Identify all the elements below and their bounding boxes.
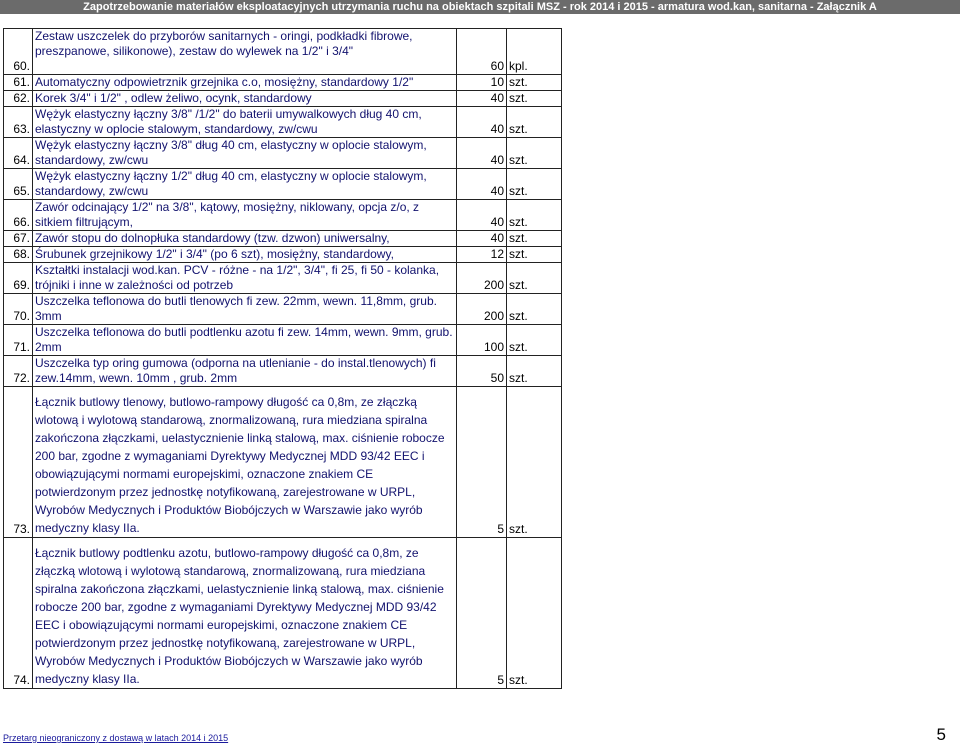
row-unit: szt. (507, 107, 562, 138)
row-number: 64. (4, 138, 33, 169)
table-row (4, 387, 562, 538)
row-description: Uszczelka teflonowa do butli podtlenku azotu fi zew. 14mm, wewn. 9mm, grub. 2mm (33, 325, 457, 356)
table-row (4, 356, 562, 387)
row-unit: szt. (507, 356, 562, 387)
table-row (4, 107, 562, 138)
row-description: Zawór stopu do dolnopłuka standardowy (tzw. dzwon) uniwersalny, (33, 231, 457, 247)
row-unit: szt. (507, 387, 562, 538)
row-quantity: 200 (457, 294, 507, 325)
row-number: 68. (4, 247, 33, 263)
row-unit: szt. (507, 294, 562, 325)
row-unit: szt. (507, 138, 562, 169)
row-description: Korek 3/4" i 1/2" , odlew żeliwo, ocynk, standardowy (33, 91, 457, 107)
table-row (4, 138, 562, 169)
table-row (4, 231, 562, 247)
table-row (4, 325, 562, 356)
row-description: Uszczelka teflonowa do butli tlenowych fi zew. 22mm, wewn. 11,8mm, grub. 3mm (33, 294, 457, 325)
row-number: 72. (4, 356, 33, 387)
row-unit: szt. (507, 325, 562, 356)
table-row (4, 169, 562, 200)
row-description: Śrubunek grzejnikowy 1/2" i 3/4" (po 6 szt), mosiężny, standardowy, (33, 247, 457, 263)
row-description: Automatyczny odpowietrznik grzejnika c.o, mosiężny, standardowy 1/2" (33, 75, 457, 91)
row-quantity: 40 (457, 231, 507, 247)
table-row (4, 91, 562, 107)
row-unit: szt. (507, 231, 562, 247)
footer-tender-note: Przetarg nieograniczony z dostawą w latach 2014 i 2015 (3, 733, 229, 743)
row-quantity: 12 (457, 247, 507, 263)
row-unit: szt. (507, 75, 562, 91)
row-number: 67. (4, 231, 33, 247)
row-description: Łącznik butlowy tlenowy, butlowo-rampowy długość ca 0,8m, ze złączką wlotową i wylotową standarową, znormalizowaną, rura miedziana spiralna zakończona złączkami, uelastycznienie linką stalową, max. ciśnienie robocze 200 bar, zgodne z wymaganiami Dyrektywy Medycznej MDD 93/42 EEC i obowiązującymi normami europejskimi, oznaczone znakiem CE potwierdzonym przez jednostkę notyfikowaną, zarejestrowane w URPL, Wyrobów Medycznych i Produktów Biobójczych w Warszawie jako wyrób medyczny klasy IIa. (33, 387, 457, 538)
row-quantity: 200 (457, 263, 507, 294)
row-number: 73. (4, 387, 33, 538)
row-unit: szt. (507, 91, 562, 107)
row-number: 74. (4, 538, 33, 689)
row-number: 71. (4, 325, 33, 356)
table-row (4, 200, 562, 231)
row-unit: szt. (507, 169, 562, 200)
row-quantity: 10 (457, 75, 507, 91)
row-description: Wężyk elastyczny łączny 3/8" /1/2" do baterii umywalkowych dług 40 cm, elastyczny w oplocie stalowym, standardowy, zw/cwu (33, 107, 457, 138)
row-quantity: 40 (457, 200, 507, 231)
row-description: Uszczelka typ oring gumowa (odporna na utlenianie - do instal.tlenowych) fi zew.14mm, wewn. 10mm , grub. 2mm (33, 356, 457, 387)
page-title: Zapotrzebowanie materiałów eksploatacyjnych utrzymania ruchu na obiektach szpitali MSZ - rok 2014 i 2015 - armatura wod.kan, sanitarna - Załącznik A (83, 1, 877, 13)
row-description: Wężyk elastyczny łączny 1/2" dług 40 cm, elastyczny w oplocie stalowym, standardowy, zw/cwu (33, 169, 457, 200)
row-number: 65. (4, 169, 33, 200)
row-quantity: 40 (457, 91, 507, 107)
row-unit: szt. (507, 263, 562, 294)
row-unit: kpl. (507, 29, 562, 75)
row-number: 63. (4, 107, 33, 138)
row-unit: szt. (507, 200, 562, 231)
row-number: 69. (4, 263, 33, 294)
row-description: Kształtki instalacji wod.kan. PCV - różne - na 1/2", 3/4", fi 25, fi 50 - kolanka, trójniki i inne w zależności od potrzeb (33, 263, 457, 294)
row-quantity: 50 (457, 356, 507, 387)
row-number: 61. (4, 75, 33, 91)
row-number: 70. (4, 294, 33, 325)
table-row (4, 263, 562, 294)
row-description: Wężyk elastyczny łączny 3/8" dług 40 cm, elastyczny w oplocie stalowym, standardowy, zw/cwu (33, 138, 457, 169)
materials-table (3, 28, 562, 689)
table-row (4, 538, 562, 689)
table-row (4, 29, 562, 75)
table-row (4, 75, 562, 91)
table-row (4, 294, 562, 325)
row-description: Łącznik butlowy podtlenku azotu, butlowo-rampowy długość ca 0,8m, ze złączką wlotową i wylotową standarową, znormalizowaną, rura miedziana spiralna zakończona złączkami, uelastycznienie linką stalową, max. ciśnienie robocze 200 bar, zgodne z wymaganiami Dyrektywy Medycznej MDD 93/42 EEC i obowiązującymi normami europejskimi, oznaczone znakiem CE potwierdzonym przez jednostkę notyfikowaną, zarejestrowane w URPL, Wyrobów Medycznych i Produktów Biobójczych w Warszawie jako wyrób medyczny klasy IIa. (33, 538, 457, 689)
row-quantity: 5 (457, 538, 507, 689)
row-quantity: 60 (457, 29, 507, 75)
page-number: 5 (936, 725, 946, 744)
row-number: 62. (4, 91, 33, 107)
row-quantity: 40 (457, 107, 507, 138)
row-description: Zawór odcinający 1/2" na 3/8", kątowy, mosiężny, niklowany, opcja z/o, z sitkiem filtrującym, (33, 200, 457, 231)
row-description: Zestaw uszczelek do przyborów sanitarnych - oringi, podkładki fibrowe, preszpanowe, silikonowe), zestaw do wylewek na 1/2" i 3/4" (33, 29, 457, 75)
row-number: 66. (4, 200, 33, 231)
row-number: 60. (4, 29, 33, 75)
row-unit: szt. (507, 538, 562, 689)
table-row (4, 247, 562, 263)
row-quantity: 40 (457, 138, 507, 169)
row-quantity: 40 (457, 169, 507, 200)
row-quantity: 100 (457, 325, 507, 356)
row-unit: szt. (507, 247, 562, 263)
row-quantity: 5 (457, 387, 507, 538)
